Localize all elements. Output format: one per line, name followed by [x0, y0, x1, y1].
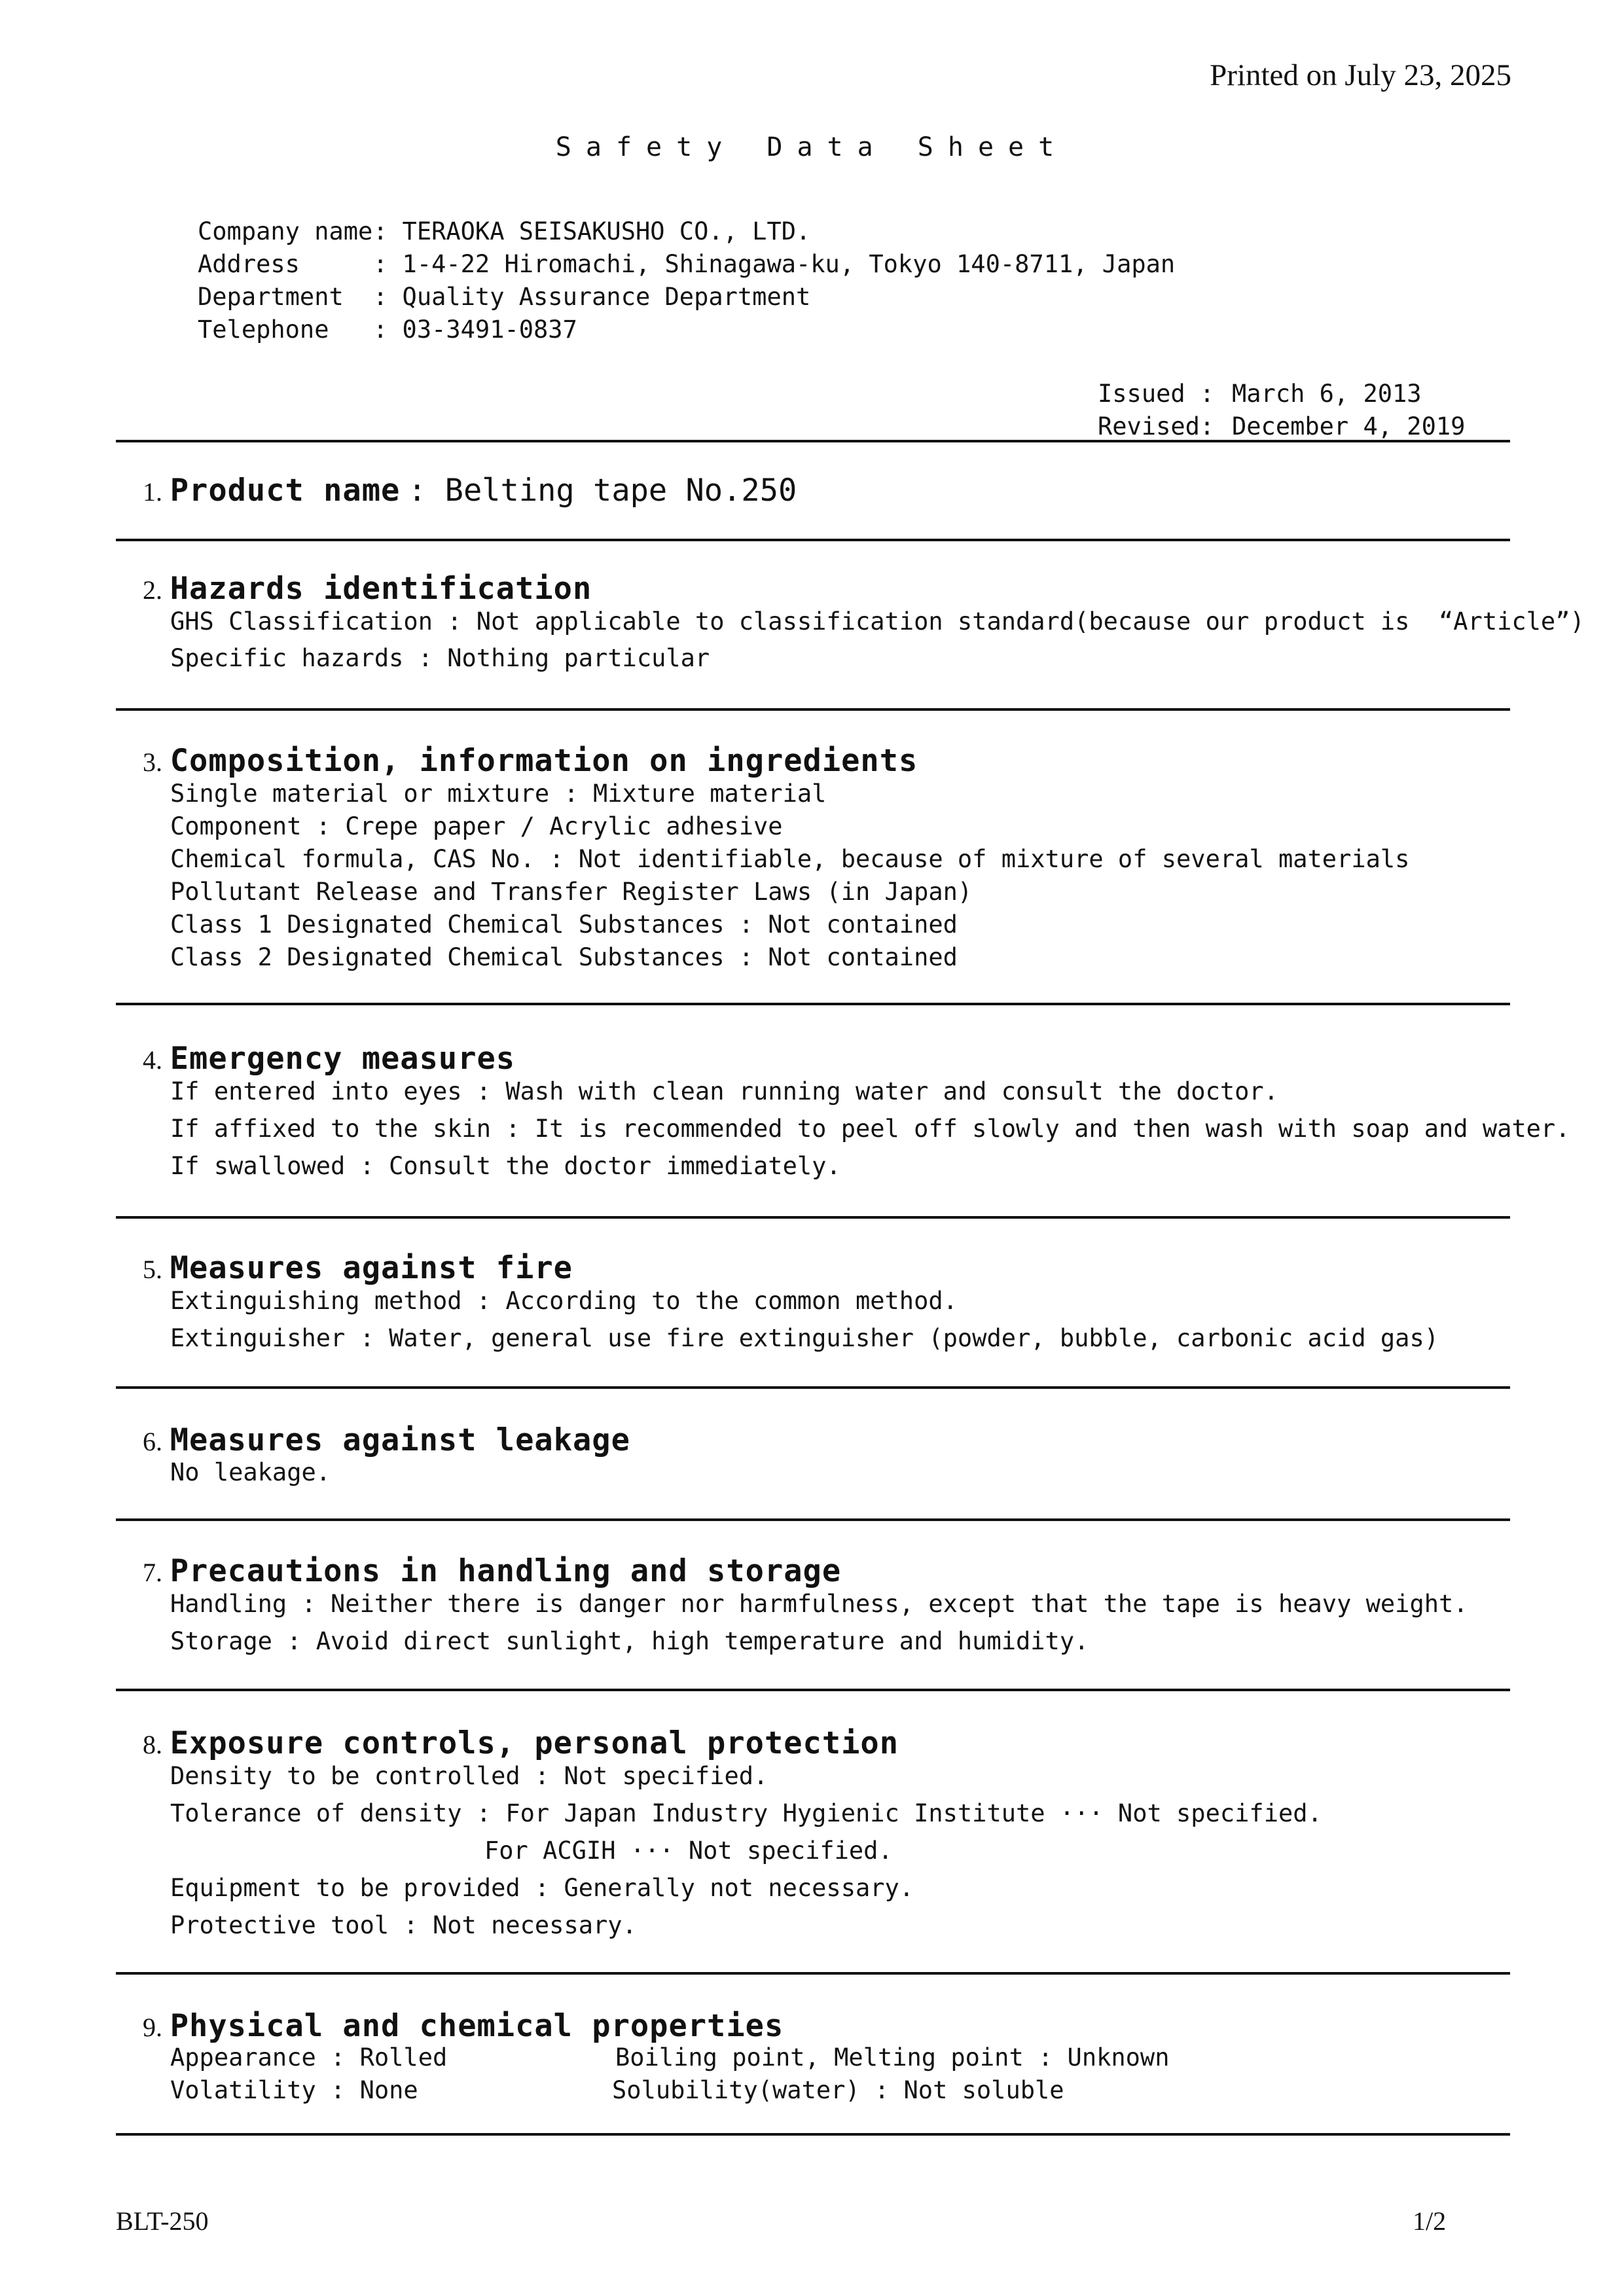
telephone-label: Telephone	[198, 315, 329, 344]
section-heading	[143, 2008, 784, 2044]
section-line: GHS Classification : Not applicable to classification standard(because our product is “Article”)	[170, 607, 1585, 636]
section-line: Pollutant Release and Transfer Register Laws (in Japan)	[170, 878, 973, 906]
section-line: No leakage.	[170, 1458, 331, 1486]
document-code: BLT-250	[116, 2206, 209, 2236]
section-line: If affixed to the skin : It is recommended to peel off slowly and then wash with soap and water.	[170, 1115, 1570, 1143]
section-number: 5.	[143, 1255, 162, 1284]
divider	[116, 1972, 1510, 1975]
section-line: Density to be controlled : Not specified.	[170, 1762, 768, 1790]
section-title: Exposure controls, personal protection	[170, 1725, 899, 1761]
department-value: : Quality Assurance Department	[373, 283, 811, 311]
section-title: Product name	[170, 473, 401, 509]
section-line: Protective tool : Not necessary.	[170, 1911, 637, 1939]
section-heading	[143, 571, 592, 607]
section-line: Class 2 Designated Chemical Substances : Not contained	[170, 943, 958, 971]
section-line: Tolerance of density : For Japan Industry Hygienic Institute ··· Not specified.	[170, 1799, 1322, 1827]
divider	[116, 1003, 1510, 1005]
issued-label: Issued :	[1098, 380, 1215, 408]
divider	[116, 1216, 1510, 1219]
section-line: For ACGIH ··· Not specified.	[484, 1837, 893, 1865]
section-title: Hazards identification	[170, 571, 592, 607]
section-line: If entered into eyes : Wash with clean running water and consult the doctor.	[170, 1077, 1278, 1105]
section-number: 3.	[143, 747, 162, 777]
address-value: : 1-4-22 Hiromachi, Shinagawa-ku, Tokyo 140-8711, Japan	[373, 250, 1176, 278]
section-number: 2.	[143, 575, 162, 605]
divider	[116, 440, 1510, 442]
section-number: 1.	[143, 477, 162, 507]
section-heading	[143, 1725, 899, 1761]
section-line: Class 1 Designated Chemical Substances : Not contained	[170, 910, 958, 939]
address-label: Address	[198, 250, 300, 278]
department-label: Department	[198, 283, 344, 311]
document-title: Safety Data Sheet	[555, 132, 1069, 162]
section-line: Component : Crepe paper / Acrylic adhesive	[170, 812, 783, 840]
section-line: If swallowed : Consult the doctor immediately.	[170, 1152, 841, 1180]
section-line: Equipment to be provided : Generally not necessary.	[170, 1874, 914, 1902]
company-name-value: : TERAOKA SEISAKUSHO CO., LTD.	[373, 217, 811, 245]
section-number: 6.	[143, 1427, 162, 1456]
divider	[116, 1386, 1510, 1389]
section-line: Extinguisher : Water, general use fire extinguisher (powder, bubble, carbonic acid gas)	[170, 1324, 1439, 1352]
section-line: Single material or mixture : Mixture material	[170, 780, 827, 808]
property-boiling-point: Boiling point, Melting point : Unknown	[615, 2043, 1170, 2072]
section-number: 9.	[143, 2013, 162, 2042]
divider	[116, 539, 1510, 541]
divider	[116, 1689, 1510, 1691]
section-title: Measures against leakage	[170, 1422, 630, 1458]
section-heading	[143, 1422, 630, 1458]
section-number: 4.	[143, 1045, 162, 1075]
issued-value: March 6, 2013	[1232, 380, 1422, 408]
telephone-value: : 03-3491-0837	[373, 315, 577, 344]
section-line: Chemical formula, CAS No. : Not identifiable, because of mixture of several materials	[170, 845, 1410, 873]
divider	[116, 2133, 1510, 2136]
section-line: Extinguishing method : According to the common method.	[170, 1287, 958, 1315]
product-name-value: : Belting tape No.250	[408, 473, 797, 509]
section-line: Specific hazards : Nothing particular	[170, 644, 710, 672]
section-heading	[143, 743, 918, 779]
section-heading	[143, 1553, 841, 1589]
revised-value: December 4, 2019	[1232, 412, 1466, 440]
divider	[116, 1518, 1510, 1521]
section-title: Physical and chemical properties	[170, 2008, 784, 2044]
section-title: Measures against fire	[170, 1250, 573, 1286]
revised-label: Revised:	[1098, 412, 1215, 440]
page-number: 1/2	[1413, 2206, 1447, 2236]
divider	[116, 708, 1510, 711]
section-title: Precautions in handling and storage	[170, 1553, 842, 1589]
property-solubility: Solubility(water) : Not soluble	[612, 2076, 1064, 2104]
section-title: Composition, information on ingredients	[170, 743, 918, 779]
section-number: 8.	[143, 1730, 162, 1759]
section-title: Emergency measures	[170, 1041, 516, 1077]
company-name-label: Company name	[198, 217, 373, 245]
section-line: Handling : Neither there is danger nor harmfulness, except that the tape is heavy weight.	[170, 1590, 1468, 1618]
section-number: 7.	[143, 1558, 162, 1587]
property-volatility: Volatility : None	[170, 2076, 418, 2104]
printed-on: Printed on July 23, 2025	[1210, 58, 1511, 92]
section-heading	[143, 1041, 515, 1077]
property-appearance: Appearance : Rolled	[170, 2043, 448, 2072]
section-line: Storage : Avoid direct sunlight, high temperature and humidity.	[170, 1627, 1089, 1655]
section-heading	[143, 1250, 573, 1286]
section-heading	[143, 473, 797, 509]
